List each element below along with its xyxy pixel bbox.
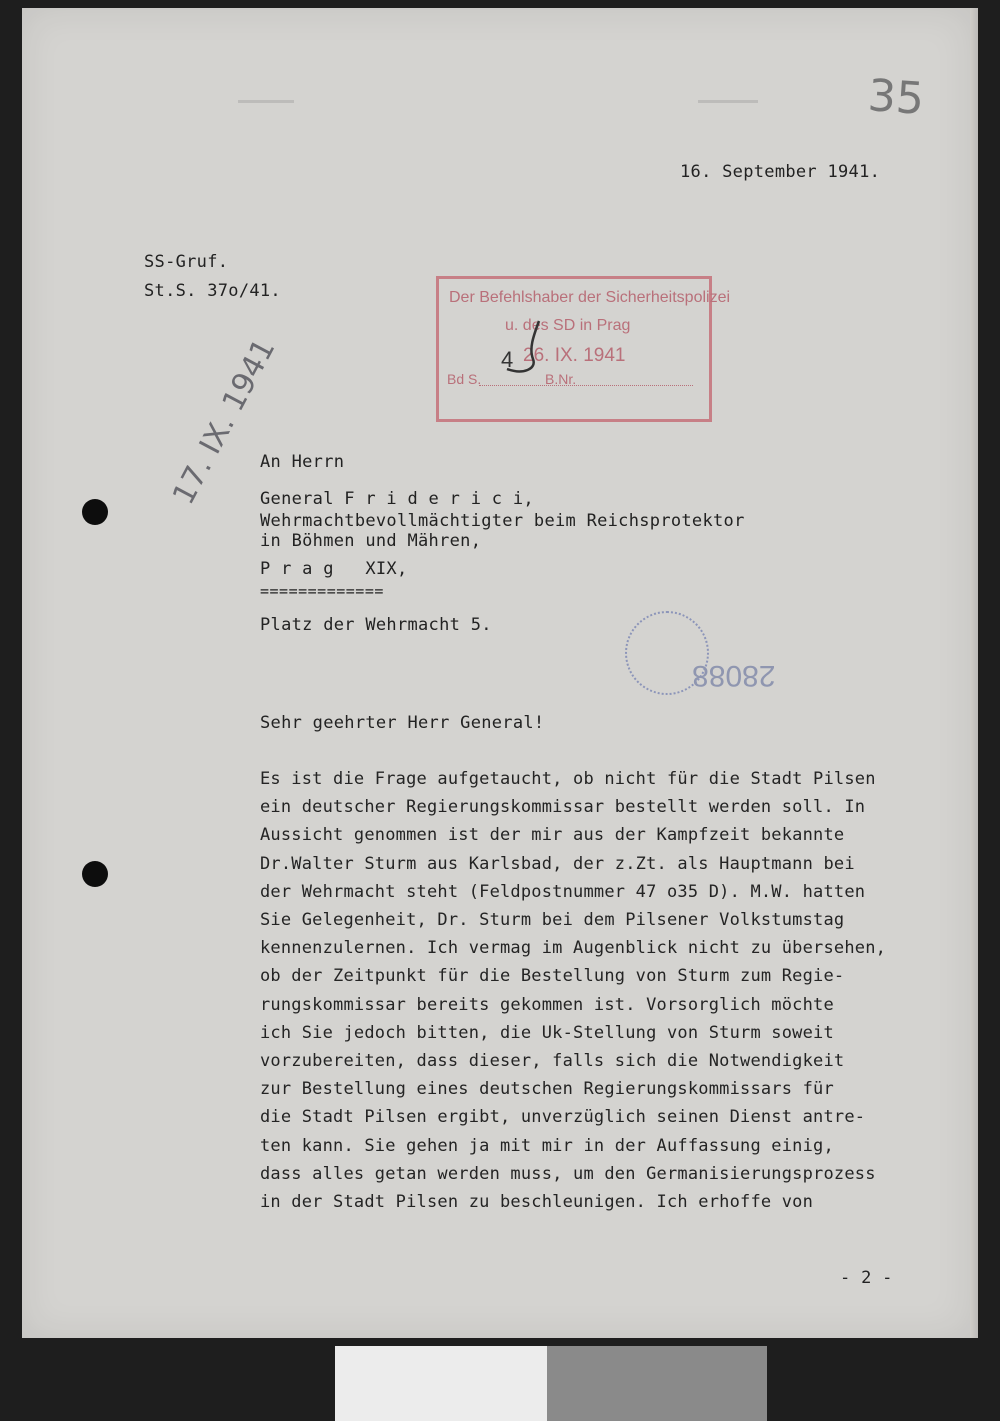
- body-line: ich Sie jedoch bitten, die Uk-Stellung von Sturm soweit: [260, 1023, 834, 1043]
- body-line: ten kann. Sie gehen ja mit mir in der Auffassung einig,: [260, 1136, 834, 1156]
- page-marker: - 2 -: [840, 1268, 893, 1288]
- body-line: die Stadt Pilsen ergibt, unverzüglich seinen Dienst antre-: [260, 1107, 866, 1127]
- address-salutation: An Herrn: [260, 452, 345, 472]
- greeting: Sehr geehrter Herr General!: [260, 713, 545, 733]
- stamp-location: u. des SD in Prag: [505, 317, 631, 334]
- reference-rank: SS-Gruf.: [144, 252, 229, 272]
- stamp-bds-label: Bd S.: [447, 371, 482, 387]
- body-line: in der Stadt Pilsen zu beschleunigen. Ich erhoffe von: [260, 1192, 814, 1212]
- punch-hole: [82, 499, 108, 525]
- body-line: dass alles getan werden muss, um den Germanisierungsprozess: [260, 1164, 876, 1184]
- stamp-dotted-line: [479, 385, 693, 386]
- stamp-handwritten-mark: 4: [501, 347, 514, 372]
- address-name: General F r i d e r i c i,: [260, 489, 534, 509]
- faint-mark: [238, 100, 294, 103]
- received-stamp: [436, 276, 731, 422]
- body-line: Es ist die Frage aufgetaucht, ob nicht für die Stadt Pilsen: [260, 769, 876, 789]
- body-line: Dr.Walter Sturm aus Karlsbad, der z.Zt. als Hauptmann bei: [260, 854, 855, 874]
- calibration-strip-white: [335, 1346, 547, 1421]
- pen-signature-mark: [493, 319, 563, 379]
- address-rule: =============: [260, 582, 384, 600]
- body-line: Sie Gelegenheit, Dr. Sturm bei dem Pilsener Volkstumstag: [260, 910, 845, 930]
- document-page: [22, 8, 972, 1338]
- body-line: rungskommissar bereits gekommen ist. Vorsorglich möchte: [260, 995, 834, 1015]
- body-line: ein deutscher Regierungskommissar bestellt werden soll. In: [260, 797, 866, 817]
- faint-mark: [698, 100, 758, 103]
- folio-number: 35: [866, 70, 926, 125]
- address-city: P r a g XIX,: [260, 559, 408, 579]
- stamp-bnr-label: B.Nr.: [545, 371, 577, 387]
- received-date-mark: 17. IX. 1941: [166, 333, 283, 511]
- stamp-date: 26. IX. 1941: [523, 345, 626, 366]
- stamp-number: 28088: [692, 659, 776, 692]
- body-line: Aussicht genommen ist der mir aus der Kampfzeit bekannte: [260, 825, 845, 845]
- body-line: der Wehrmacht steht (Feldpostnummer 47 o35 D). M.W. hatten: [260, 882, 866, 902]
- body-line: vorzubereiten, dass dieser, falls sich die Notwendigkeit: [260, 1051, 845, 1071]
- address-title: Wehrmachtbevollmächtigter beim Reichsprotektor: [260, 511, 745, 531]
- body-line: zur Bestellung eines deutschen Regierungskommissars für: [260, 1079, 834, 1099]
- calibration-strip-gray: [547, 1346, 767, 1421]
- document-date: 16. September 1941.: [680, 162, 881, 182]
- punch-hole: [82, 861, 108, 887]
- address-region: in Böhmen und Mähren,: [260, 531, 482, 551]
- stamp-authority: Der Befehlshaber der Sicherheitspolizei: [449, 289, 731, 306]
- address-street: Platz der Wehrmacht 5.: [260, 615, 492, 635]
- body-line: ob der Zeitpunkt für die Bestellung von Sturm zum Regie-: [260, 966, 845, 986]
- reference-number: St.S. 37o/41.: [144, 281, 281, 301]
- body-line: kennenzulernen. Ich vermag im Augenblick nicht zu übersehen,: [260, 938, 887, 958]
